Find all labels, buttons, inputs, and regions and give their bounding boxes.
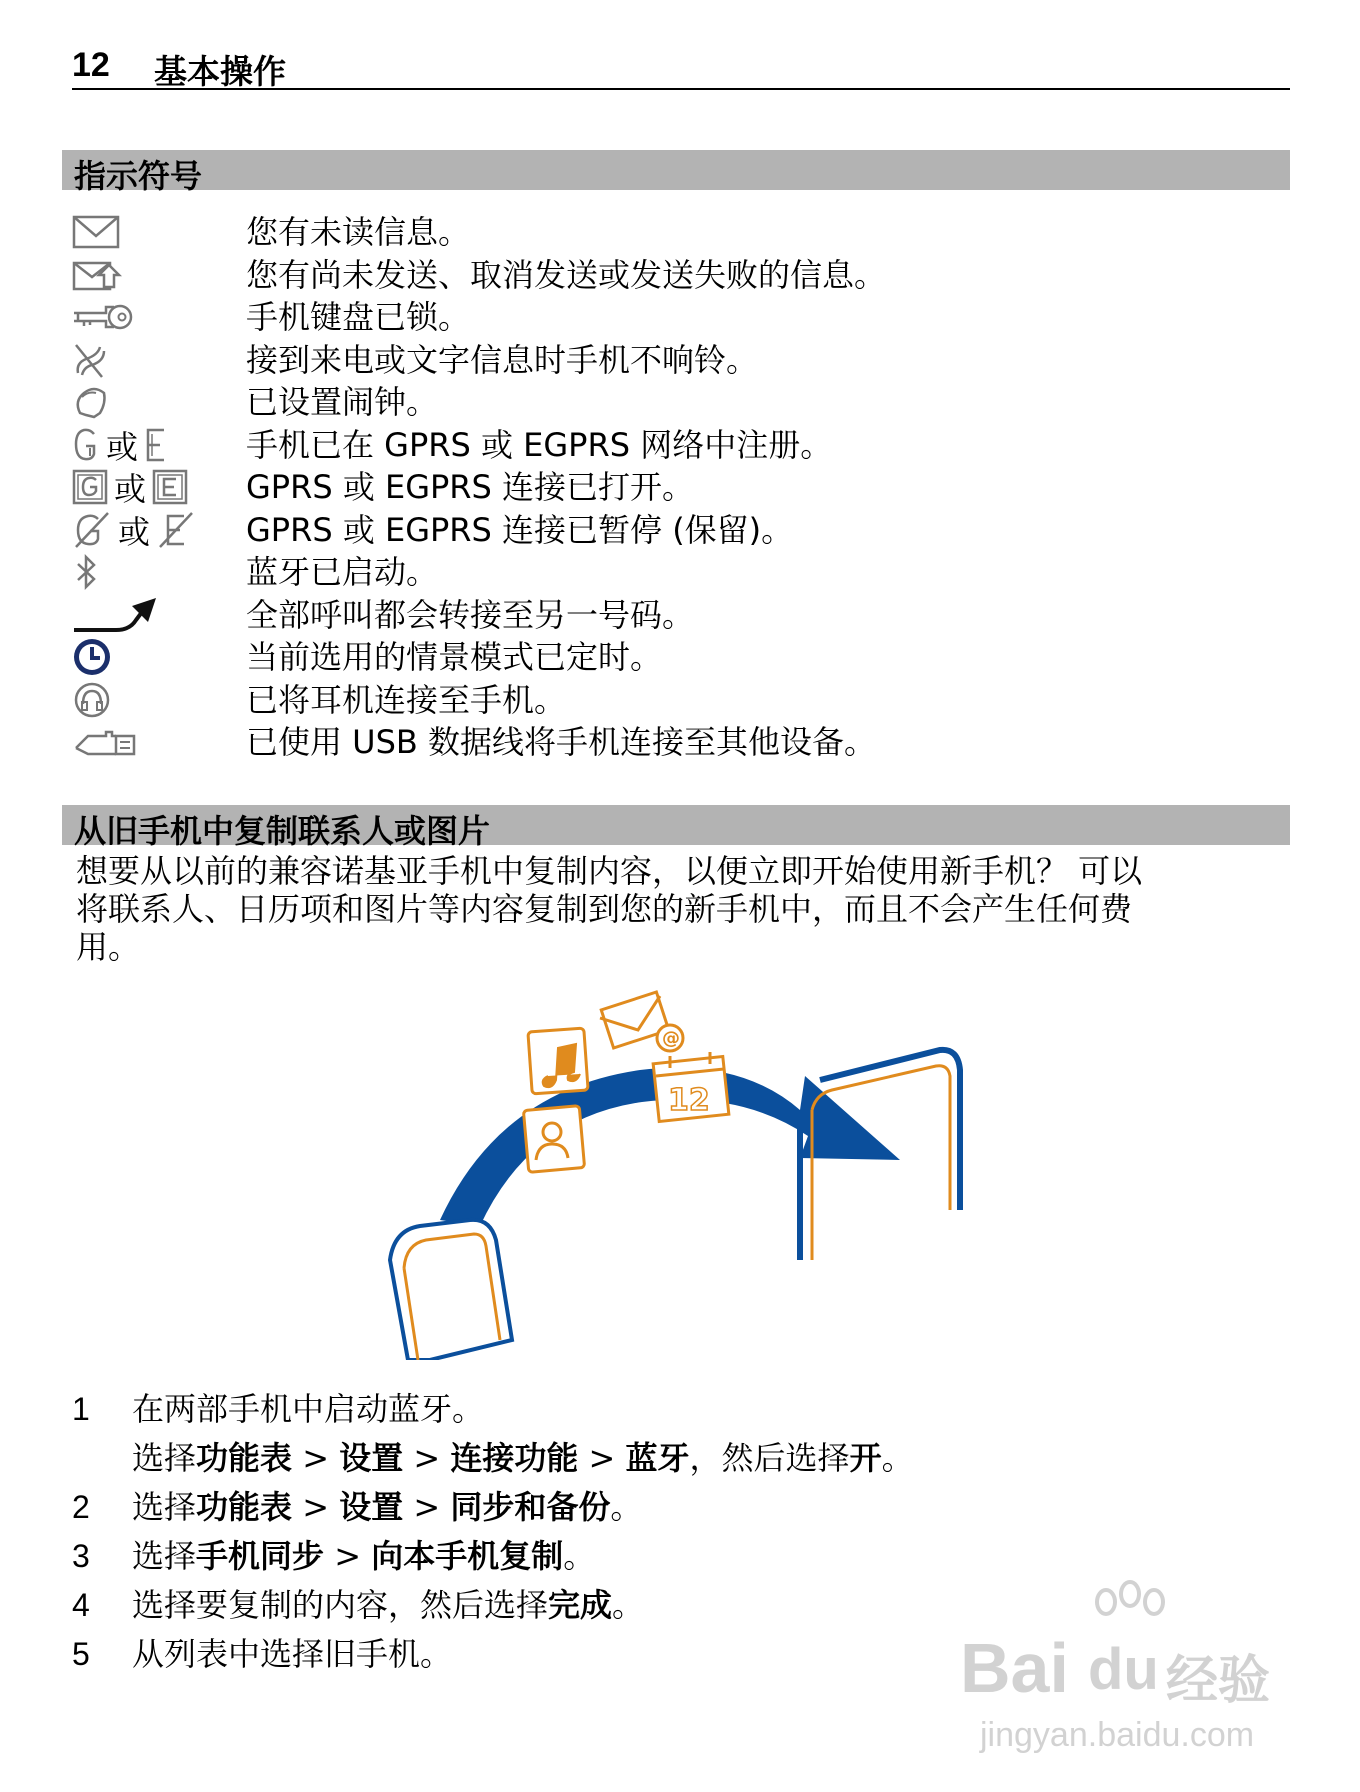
step-number: 1 [72, 1391, 90, 1427]
step-text [132, 1581, 644, 1630]
step-text-part: > [292, 1439, 340, 1477]
step-text-part: 选择 [132, 1488, 197, 1526]
step-text [132, 1385, 484, 1434]
contact-card-icon [523, 1106, 584, 1173]
envelope-outbox-icon [72, 254, 222, 296]
step-text-part: > [578, 1439, 626, 1477]
section-title: 从旧手机中复制联系人或图片 [74, 812, 491, 850]
calendar-icon [653, 1052, 729, 1121]
step-3 [72, 1532, 1272, 1581]
clock-icon [72, 636, 222, 678]
step-text-part: 从列表中选择旧手机。 [132, 1635, 453, 1673]
gprs-suspended-icon [72, 509, 222, 551]
indicator-description: 您有尚未发送、取消发送或发送失败的信息。 [246, 255, 887, 294]
step-text [132, 1483, 642, 1532]
indicator-description: 手机键盘已锁。 [246, 298, 471, 336]
list-item [72, 636, 1282, 679]
list-item [72, 594, 1282, 637]
step-text-part: > [403, 1439, 451, 1477]
list-item [72, 679, 1282, 722]
bluetooth-icon [72, 551, 222, 593]
or-label: 或 [118, 512, 151, 551]
step-text-part: 在两部手机中启动蓝牙。 [132, 1390, 485, 1428]
paragraph-line: 用。 [76, 928, 141, 966]
step-text-part: 选择 [132, 1537, 197, 1575]
intro-paragraph [76, 852, 1276, 966]
indicator-description: 全部呼叫都会转接至另一号码。 [246, 595, 695, 634]
list-item [72, 339, 1282, 382]
watermark-url: jingyan.baidu.com [980, 1716, 1255, 1754]
or-label: 或 [106, 427, 139, 466]
step-text-part: > [403, 1488, 451, 1526]
menu-path-label: 功能表 [196, 1488, 293, 1526]
list-item [72, 381, 1282, 424]
calendar-day: 12 [668, 1083, 710, 1118]
step-number: 5 [72, 1636, 90, 1672]
list-item [72, 254, 1282, 297]
step-text [132, 1532, 595, 1581]
indicator-description: 已将耳机连接至手机。 [246, 680, 567, 719]
watermark-brand-du: du [1088, 1637, 1159, 1702]
paw-logo-icon [1070, 1580, 1190, 1640]
menu-path-label: 蓝牙 [625, 1439, 690, 1477]
paragraph-line: 想要从以前的兼容诺基亚手机中复制内容，以便立即开始使用新手机？ 可以 [76, 852, 1143, 890]
section-title-bar-copy [62, 805, 1290, 850]
step-text-part: > [324, 1537, 372, 1575]
indicator-description: GPRS 或 EGPRS 连接已暂停 (保留)。 [246, 510, 794, 549]
music-file-icon [528, 1028, 588, 1094]
watermark-brand: Bai [960, 1629, 1069, 1707]
indicator-description: 接到来电或文字信息时手机不响铃。 [246, 340, 759, 379]
usb-icon [72, 721, 222, 763]
step-text-part: 选择 [132, 1439, 197, 1477]
list-item [72, 509, 1282, 552]
step-2 [72, 1483, 1272, 1532]
menu-path-label: 功能表 [196, 1439, 293, 1477]
gprs-g-or-e-boxed-icon [72, 466, 222, 508]
indicator-description: 已设置闹钟。 [246, 383, 439, 421]
list-item [72, 424, 1282, 467]
menu-path-label: 向本手机复制 [371, 1537, 564, 1575]
menu-path-label: 完成 [548, 1586, 613, 1624]
step-1-detail [72, 1434, 1272, 1483]
page-number: 12 [72, 46, 110, 84]
indicator-list [72, 211, 1282, 764]
step-text-part: > [292, 1488, 340, 1526]
email-icon [600, 992, 683, 1051]
copy-content-illustration [380, 990, 980, 1360]
step-number: 3 [72, 1538, 90, 1574]
step-text [132, 1434, 914, 1483]
watermark-cn: 经验 [1166, 1651, 1271, 1711]
step-number: 4 [72, 1587, 90, 1623]
menu-path-label: 开 [849, 1439, 882, 1477]
section-title: 指示符号 [74, 157, 203, 195]
step-text [132, 1630, 452, 1679]
list-item [72, 551, 1282, 594]
step-1 [72, 1385, 1272, 1434]
menu-path-label: 设置 [339, 1439, 404, 1477]
step-text-part: 。 [612, 1586, 645, 1624]
step-text-part: ，然后选择 [689, 1439, 850, 1477]
list-item [72, 466, 1282, 509]
step-text-part: 。 [563, 1537, 596, 1575]
list-item [72, 211, 1282, 254]
indicator-description: GPRS 或 EGPRS 连接已打开。 [246, 468, 695, 506]
indicator-description: 已使用 USB 数据线将手机连接至其他设备。 [246, 723, 877, 761]
headset-icon [72, 679, 222, 721]
call-divert-icon [72, 594, 222, 636]
list-item [72, 296, 1282, 339]
menu-path-label: 设置 [339, 1488, 404, 1526]
step-text-part: 。 [610, 1488, 643, 1526]
indicator-description: 蓝牙已启动。 [246, 553, 439, 591]
section-title-bar-indicators [62, 150, 1290, 195]
page-header [72, 46, 1290, 90]
chapter-title: 基本操作 [154, 52, 286, 91]
baidu-watermark [960, 1580, 1290, 1760]
step-number: 2 [72, 1489, 90, 1525]
menu-path-label: 连接功能 [450, 1439, 579, 1477]
indicator-description: 您有未读信息。 [246, 213, 471, 251]
silent-ring-icon [72, 339, 222, 381]
old-phone-icon [390, 1220, 512, 1360]
paragraph-line: 将联系人、日历项和图片等内容复制到您的新手机中，而且不会产生任何费 [76, 890, 1133, 928]
menu-path-label: 同步和备份 [450, 1488, 611, 1526]
indicator-description: 手机已在 GPRS 或 EGPRS 网络中注册。 [246, 425, 833, 464]
gprs-g-or-e-icon [72, 424, 222, 466]
or-label: 或 [114, 470, 147, 508]
key-icon [72, 296, 222, 338]
svg-text:@: @ [662, 1028, 680, 1049]
envelope-icon [72, 211, 222, 253]
alarm-bell-icon [72, 381, 222, 423]
indicator-description: 当前选用的情景模式已定时。 [246, 638, 663, 676]
list-item [72, 721, 1282, 764]
step-text-part: 选择要复制的内容，然后选择 [132, 1586, 549, 1624]
step-text-part: 。 [881, 1439, 914, 1477]
menu-path-label: 手机同步 [196, 1537, 325, 1575]
